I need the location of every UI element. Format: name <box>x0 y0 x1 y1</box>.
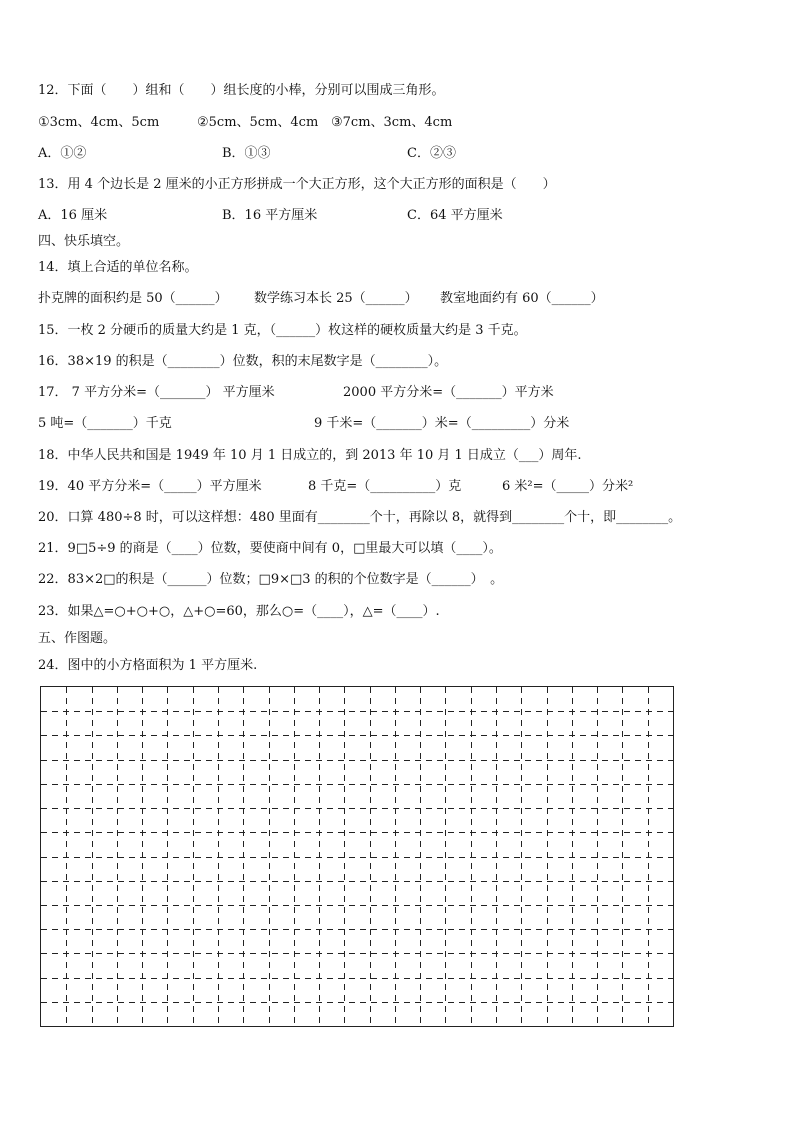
question-21: 21．9□5÷9 的商是（____）位数，要使商中间有 0，□里最大可以填（____）。 <box>38 541 502 556</box>
question-13-stem: 13．用 4 个边长是 2 厘米的小正方形拼成一个大正方形，这个大正方形的面积是（ ） <box>38 177 556 192</box>
question-22: 22．83×2□的积是（______）位数；□9×□3 的积的个位数字是（______） 。 <box>38 572 504 587</box>
section-4-heading: 四、快乐填空。 <box>38 234 130 249</box>
question-12-stem: 12．下面（ ）组和（ ）组长度的小棒，分别可以围成三角形。 <box>38 83 445 98</box>
question-24: 24．图中的小方格面积为 1 平方厘米. <box>38 658 258 673</box>
q12-group-3: ③7cm、3cm、4cm <box>331 115 453 130</box>
q13-option-b: B．16 平方厘米 <box>222 208 318 223</box>
q14-blank-b: 数学练习本长 25（______） <box>254 291 418 306</box>
q12-option-b: B．①③ <box>222 146 271 161</box>
drawing-grid[interactable] <box>40 686 674 1027</box>
q19-blank-b: 8 千克=（__________）克 <box>308 479 462 494</box>
q17-blank-a: 17． 7 平方分米=（_______） 平方厘米 <box>38 385 275 400</box>
q12-group-1: ①3cm、4cm、5cm <box>38 115 160 130</box>
question-18: 18．中华人民共和国是 1949 年 10 月 1 日成立的，到 2013 年 10 月 1 日成立（___）周年. <box>38 448 582 463</box>
q17-blank-d: 9 千米=（_______）米=（_________）分米 <box>314 416 570 431</box>
section-5-heading: 五、作图题。 <box>38 631 117 646</box>
q13-option-a: A．16 厘米 <box>38 208 108 223</box>
q19-blank-a: 19．40 平方分米=（_____）平方厘米 <box>38 479 262 494</box>
q17-blank-b: 2000 平方分米=（_______）平方米 <box>343 385 554 400</box>
question-20: 20．口算 480÷8 时，可以这样想：480 里面有________个十，再除以 8，就得到________个十，即________。 <box>38 510 682 525</box>
q14-blank-c: 教室地面约有 60（______） <box>440 291 604 306</box>
q12-option-a: A．①② <box>38 146 87 161</box>
grid-lines <box>41 687 673 1026</box>
q12-group-2: ②5cm、5cm、4cm <box>197 115 319 130</box>
q12-option-c: C．②③ <box>407 146 456 161</box>
q19-blank-c: 6 米²=（_____）分米² <box>502 479 634 494</box>
question-15: 15．一枚 2 分硬币的质量大约是 1 克，（______）枚这样的硬枚质量大约是 3 千克。 <box>38 323 527 338</box>
q13-option-c: C．64 平方厘米 <box>407 208 503 223</box>
q17-blank-c: 5 吨=（_______）千克 <box>38 416 172 431</box>
question-14-stem: 14．填上合适的单位名称。 <box>38 260 198 275</box>
question-23: 23．如果△=○+○+○，△+○=60，那么○=（____），△=（____）. <box>38 604 440 619</box>
question-16: 16．38×19 的积是（________）位数，积的末尾数字是（________）。 <box>38 354 448 369</box>
q14-blank-a: 扑克牌的面积约是 50（______） <box>38 291 228 306</box>
